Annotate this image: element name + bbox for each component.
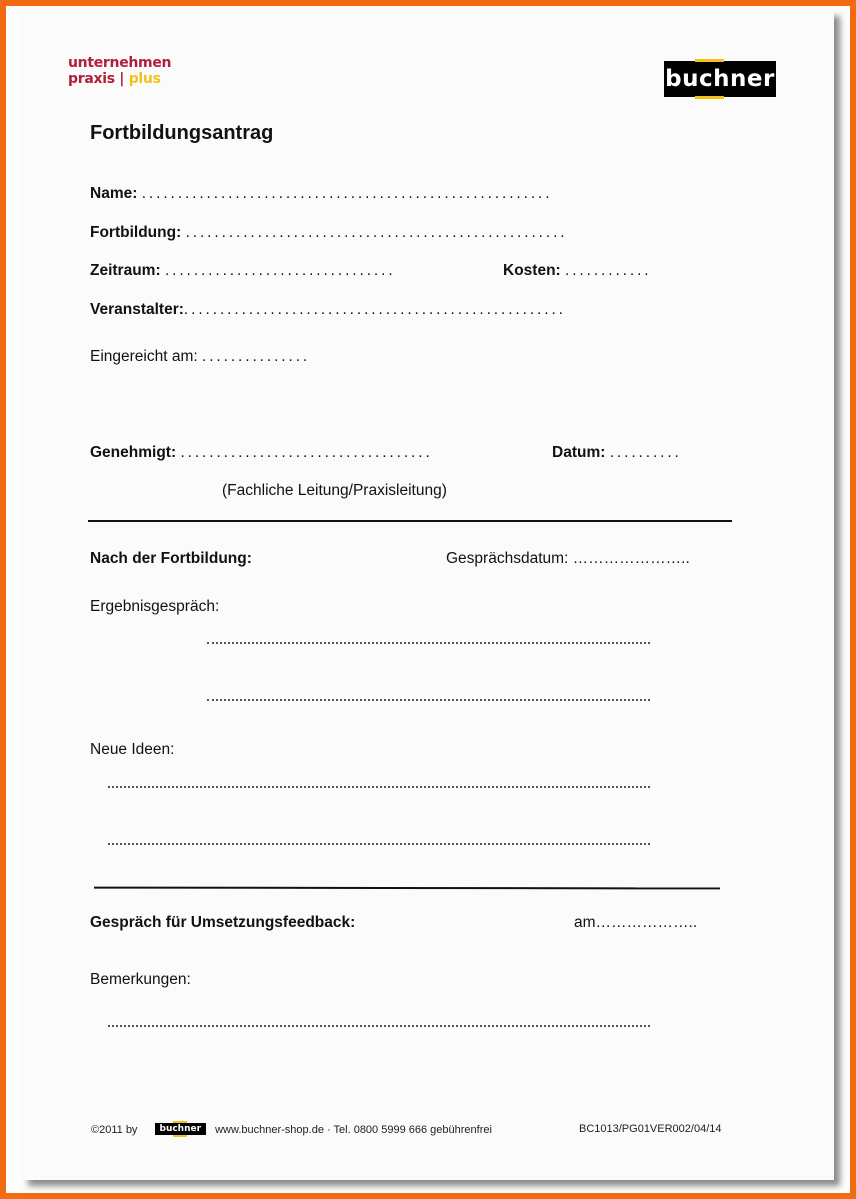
logo-bar-bottom	[695, 96, 724, 99]
footer-code: BC1013/PG01VER002/04/14	[579, 1123, 722, 1135]
buchner-logo	[664, 61, 776, 97]
logo-line2-b: plus	[128, 71, 161, 87]
name-label: Name:	[90, 185, 138, 202]
genehmigt-note: (Fachliche Leitung/Praxisleitung)	[222, 482, 447, 499]
ergebnis-line-2[interactable]	[207, 699, 650, 701]
feedback-label: Gespräch für Umsetzungsfeedback:	[90, 914, 356, 931]
bemerkungen-label: Bemerkungen:	[90, 971, 191, 988]
datum-dots: ..........	[609, 444, 682, 461]
footer-buchner-logo: buchner	[155, 1123, 207, 1135]
neue-ideen-label: Neue Ideen:	[90, 741, 175, 758]
fortbildung-dots: .....................................................	[185, 224, 568, 241]
fortbildung-field[interactable]	[90, 224, 568, 242]
kosten-dots: ............	[565, 262, 652, 279]
logo-text: buchner	[665, 66, 775, 92]
bemerkungen-line[interactable]	[108, 1025, 650, 1027]
logo-line1: unternehmen	[68, 55, 172, 71]
section-divider-1	[88, 520, 732, 522]
zeitraum-label: Zeitraum:	[90, 262, 161, 279]
ideen-line-2[interactable]	[108, 843, 650, 845]
ideen-line-1[interactable]	[108, 786, 650, 788]
genehmigt-dots: ...................................	[180, 444, 433, 461]
datum-label: Datum:	[552, 444, 606, 461]
eingereicht-label: Eingereicht am:	[90, 348, 198, 365]
genehmigt-label: Genehmigt:	[90, 444, 177, 461]
footer-copyright: ©2011 by	[91, 1124, 138, 1136]
logo-line2-a: praxis |	[68, 71, 129, 87]
gespraechsdatum-field[interactable]: Gesprächsdatum: …………………..	[446, 550, 690, 567]
kosten-label: Kosten:	[503, 262, 561, 279]
zeitraum-dots: ................................	[164, 262, 396, 279]
logo-bar-top	[695, 59, 724, 62]
ergebnis-line-1[interactable]	[207, 642, 650, 644]
veranstalter-label: Veranstalter:	[90, 301, 184, 318]
veranstalter-dots: .....................................................	[183, 301, 566, 318]
ergebnisgespraech-label: Ergebnisgespräch:	[90, 598, 220, 615]
name-dots: .........................................................	[141, 185, 553, 202]
footer-left	[91, 1123, 492, 1136]
veranstalter-field[interactable]	[90, 301, 566, 319]
fortbildung-label: Fortbildung:	[90, 224, 182, 241]
name-field[interactable]	[90, 185, 552, 203]
document-page	[22, 10, 834, 1180]
nach-fortbildung-heading	[90, 550, 252, 568]
eingereicht-dots: ...............	[202, 348, 311, 365]
unternehmen-praxis-plus-logo	[68, 55, 171, 87]
kosten-field[interactable]	[503, 262, 652, 280]
zeitraum-field[interactable]	[90, 262, 396, 280]
section-divider-2	[94, 887, 720, 890]
datum-field[interactable]	[552, 444, 682, 462]
genehmigt-field[interactable]	[90, 444, 433, 462]
nach-fortbildung-label: Nach der Fortbildung:	[90, 550, 252, 567]
feedback-heading	[90, 914, 355, 932]
footer-contact: www.buchner-shop.de · Tel. 0800 5999 666 gebührenfrei	[215, 1124, 492, 1136]
page-title: Fortbildungsantrag	[90, 122, 274, 144]
eingereicht-field[interactable]	[90, 348, 310, 366]
feedback-am-field[interactable]: am………………..	[574, 914, 698, 931]
